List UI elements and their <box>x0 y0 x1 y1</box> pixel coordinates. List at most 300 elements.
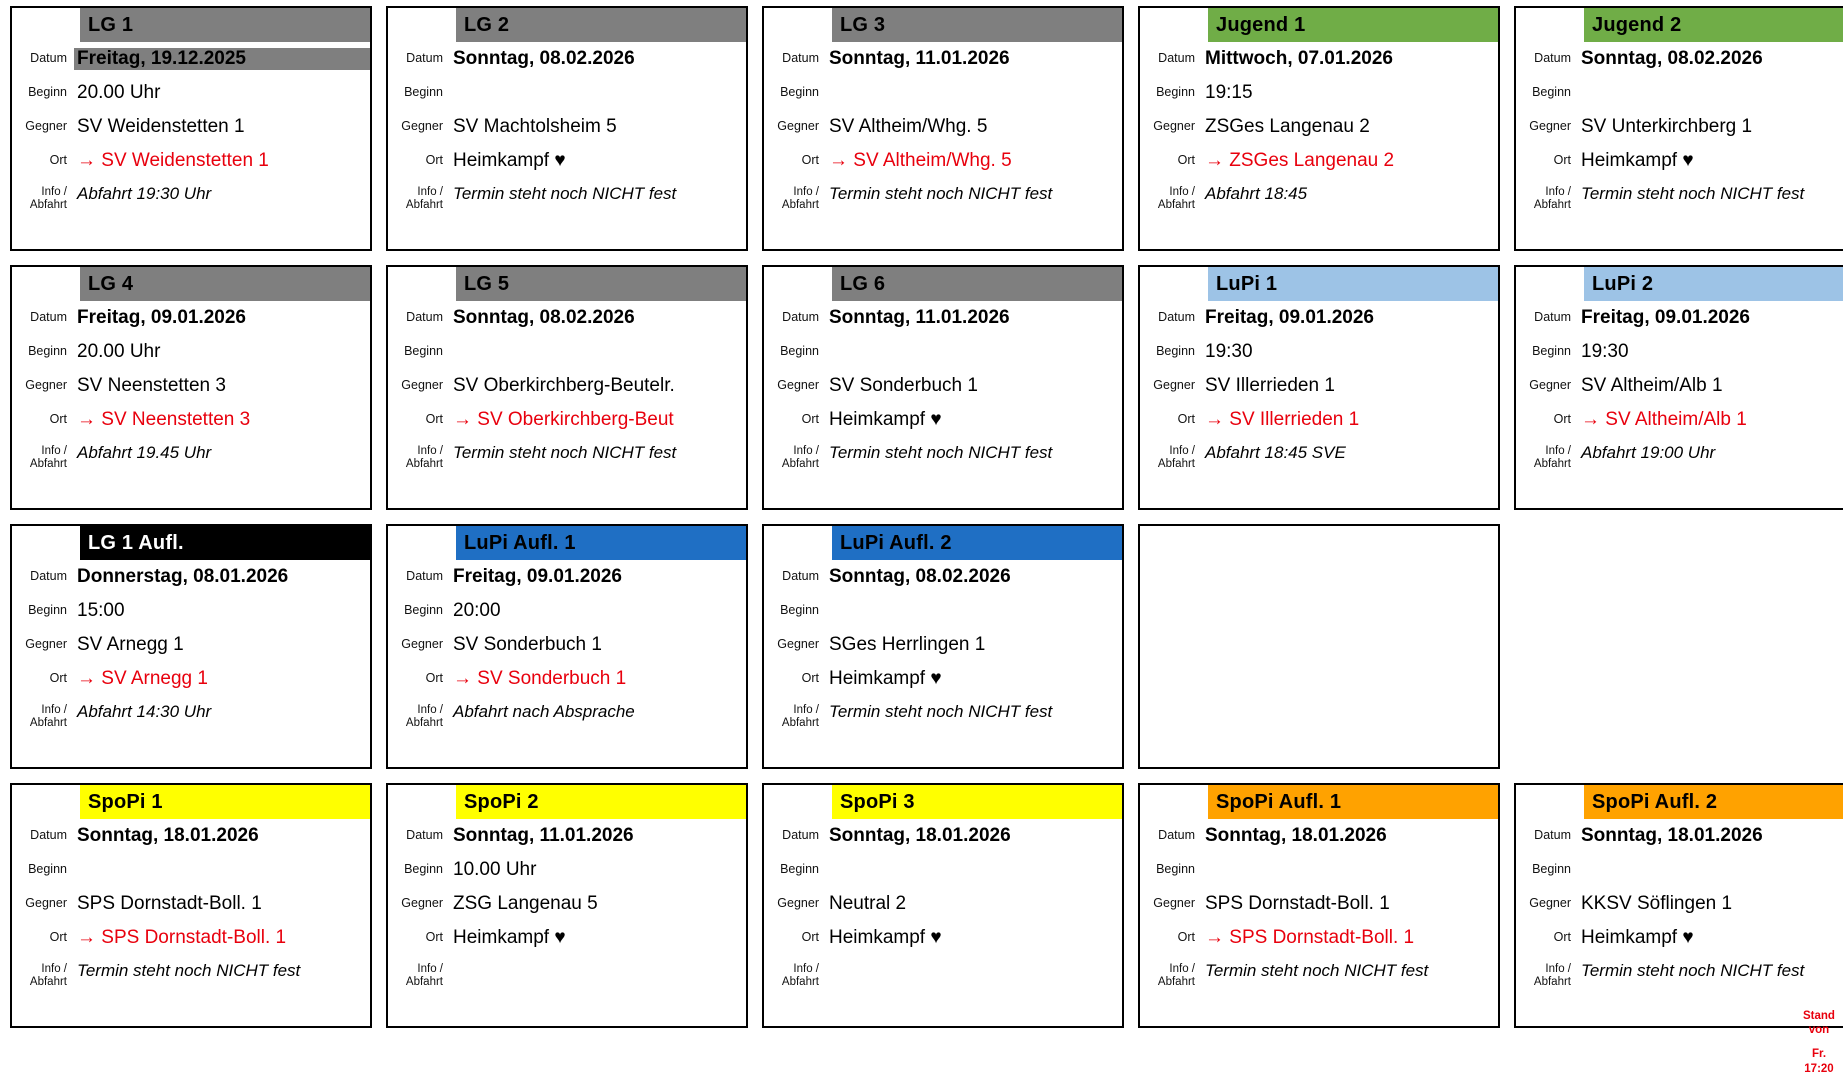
row-ort <box>12 662 370 696</box>
value-beginn: 20:00 <box>453 600 501 621</box>
value-datum: Sonntag, 18.01.2026 <box>77 825 259 846</box>
row-gegner <box>12 887 370 921</box>
label-gegner: Gegner <box>401 378 443 393</box>
label-beginn: Beginn <box>780 603 819 618</box>
card-title: LG 3 <box>832 8 1122 42</box>
match-card <box>10 6 372 251</box>
value-ort: Heimkampf ♥ <box>453 927 566 948</box>
row-gegner <box>12 628 370 662</box>
label-info <box>388 184 450 212</box>
row-datum <box>1516 42 1843 76</box>
label-gegner: Gegner <box>401 637 443 652</box>
label-info-line1: Info / <box>417 963 443 975</box>
label-ort: Ort <box>801 930 819 945</box>
label-info-line1: Info / <box>417 186 443 198</box>
label-datum: Datum <box>782 828 819 843</box>
label-info-line1: Info / <box>793 445 819 457</box>
card-rows <box>1516 42 1843 249</box>
match-card <box>762 265 1124 510</box>
label-datum: Datum <box>1534 828 1571 843</box>
label-ort: Ort <box>1177 412 1195 427</box>
row-info <box>388 437 746 489</box>
row-gegner <box>388 887 746 921</box>
value-info: Termin steht noch NICHT fest <box>1205 961 1429 980</box>
match-card <box>1138 265 1500 510</box>
card-title: SpoPi Aufl. 2 <box>1584 785 1843 819</box>
value-gegner: SV Sonderbuch 1 <box>453 634 602 655</box>
value-datum: Freitag, 09.01.2026 <box>1205 307 1374 328</box>
label-datum: Datum <box>782 310 819 325</box>
label-gegner: Gegner <box>25 119 67 134</box>
row-gegner <box>764 628 1122 662</box>
row-datum <box>388 301 746 335</box>
row-datum <box>1140 301 1498 335</box>
label-info-line2: Abfahrt <box>1533 976 1571 989</box>
row-ort <box>12 921 370 955</box>
row-beginn <box>1516 853 1843 887</box>
label-info-line2: Abfahrt <box>1157 199 1195 212</box>
label-info <box>1140 961 1202 989</box>
label-datum: Datum <box>1534 310 1571 325</box>
value-info: Termin steht noch NICHT fest <box>1581 961 1805 980</box>
row-datum <box>12 42 370 76</box>
label-ort: Ort <box>1553 412 1571 427</box>
value-info: Abfahrt nach Absprache <box>453 702 635 721</box>
row-datum <box>764 819 1122 853</box>
row-info <box>1140 178 1498 230</box>
value-info: Abfahrt 18:45 <box>1205 184 1308 203</box>
row-gegner <box>388 628 746 662</box>
label-info-line2: Abfahrt <box>29 458 67 471</box>
card-title: LuPi Aufl. 1 <box>456 526 746 560</box>
label-info-line1: Info / <box>1545 445 1571 457</box>
value-gegner: SV Altheim/Alb 1 <box>1581 375 1723 396</box>
value-info: Termin steht noch NICHT fest <box>829 702 1053 721</box>
match-card <box>1514 783 1843 1028</box>
card-rows <box>388 819 746 1026</box>
value-datum: Donnerstag, 08.01.2026 <box>77 566 289 587</box>
label-info <box>12 443 74 471</box>
label-gegner: Gegner <box>1153 896 1195 911</box>
label-gegner: Gegner <box>25 637 67 652</box>
value-gegner: SV Weidenstetten 1 <box>77 116 245 137</box>
row-info <box>1516 178 1843 230</box>
row-ort <box>1516 403 1843 437</box>
label-beginn: Beginn <box>28 603 67 618</box>
row-beginn <box>1140 853 1498 887</box>
row-datum <box>1516 301 1843 335</box>
value-info: Abfahrt 14:30 Uhr <box>77 702 212 721</box>
value-info: Termin steht noch NICHT fest <box>829 184 1053 203</box>
label-beginn: Beginn <box>780 85 819 100</box>
label-gegner: Gegner <box>1529 119 1571 134</box>
value-gegner: SV Illerrieden 1 <box>1205 375 1335 396</box>
card-rows <box>1140 42 1498 249</box>
stand-line-3: Fr. <box>1811 1048 1827 1061</box>
label-info <box>12 702 74 730</box>
value-beginn: 15:00 <box>77 600 125 621</box>
label-info-line2: Abfahrt <box>781 976 819 989</box>
value-ort: Heimkampf ♥ <box>829 409 942 430</box>
match-card <box>386 524 748 769</box>
label-info-line1: Info / <box>1169 445 1195 457</box>
row-info <box>1516 437 1843 489</box>
label-info-line1: Info / <box>793 186 819 198</box>
value-beginn: 19:30 <box>1581 341 1629 362</box>
label-info-line2: Abfahrt <box>1533 458 1571 471</box>
label-beginn: Beginn <box>1156 344 1195 359</box>
card-rows <box>388 301 746 508</box>
card-title: SpoPi 2 <box>456 785 746 819</box>
card-rows <box>388 42 746 249</box>
label-datum: Datum <box>30 310 67 325</box>
label-info-line2: Abfahrt <box>405 717 443 730</box>
row-ort <box>1516 144 1843 178</box>
value-info: Abfahrt 19:30 Uhr <box>77 184 212 203</box>
row-ort <box>388 921 746 955</box>
value-datum: Freitag, 09.01.2026 <box>453 566 622 587</box>
row-datum <box>12 819 370 853</box>
label-beginn: Beginn <box>404 862 443 877</box>
label-gegner: Gegner <box>1529 896 1571 911</box>
stand-line-2: von <box>1808 1023 1830 1036</box>
label-datum: Datum <box>782 569 819 584</box>
label-info <box>1516 184 1578 212</box>
label-info-line2: Abfahrt <box>1533 199 1571 212</box>
label-info-line2: Abfahrt <box>405 199 443 212</box>
card-title: SpoPi 1 <box>80 785 370 819</box>
label-info <box>1140 443 1202 471</box>
label-beginn: Beginn <box>1156 862 1195 877</box>
value-beginn: 20.00 Uhr <box>77 341 161 362</box>
row-beginn <box>12 594 370 628</box>
value-datum: Sonntag, 18.01.2026 <box>829 825 1011 846</box>
row-ort <box>1140 921 1498 955</box>
value-datum: Sonntag, 08.02.2026 <box>453 48 635 69</box>
label-beginn: Beginn <box>404 85 443 100</box>
label-info-line1: Info / <box>41 445 67 457</box>
row-datum <box>1516 819 1843 853</box>
value-gegner: KKSV Söflingen 1 <box>1581 893 1733 914</box>
row-ort <box>764 403 1122 437</box>
card-rows <box>764 301 1122 508</box>
label-ort: Ort <box>49 671 67 686</box>
card-title: LuPi 2 <box>1584 267 1843 301</box>
value-gegner: SV Neenstetten 3 <box>77 375 226 396</box>
row-datum <box>12 560 370 594</box>
label-ort: Ort <box>1553 153 1571 168</box>
value-datum: Sonntag, 18.01.2026 <box>1581 825 1763 846</box>
row-ort <box>764 921 1122 955</box>
label-datum: Datum <box>1158 310 1195 325</box>
label-info <box>1516 443 1578 471</box>
row-info <box>12 437 370 489</box>
label-info-line1: Info / <box>1169 963 1195 975</box>
row-info <box>764 178 1122 230</box>
stand-note <box>1797 1009 1841 1077</box>
label-ort: Ort <box>425 930 443 945</box>
value-ort: → ZSGes Langenau 2 <box>1205 150 1395 171</box>
label-info-line1: Info / <box>41 186 67 198</box>
match-card <box>762 6 1124 251</box>
match-card <box>386 265 748 510</box>
value-ort: → SV Oberkirchberg-Beut <box>453 409 674 430</box>
value-info: Termin steht noch NICHT fest <box>453 184 677 203</box>
label-gegner: Gegner <box>777 637 819 652</box>
match-card <box>386 6 748 251</box>
value-gegner: SV Unterkirchberg 1 <box>1581 116 1753 137</box>
label-beginn: Beginn <box>28 344 67 359</box>
card-title: LG 1 Aufl. <box>80 526 370 560</box>
label-datum: Datum <box>782 51 819 66</box>
row-info <box>388 696 746 748</box>
value-datum: Sonntag, 08.02.2026 <box>1581 48 1763 69</box>
value-gegner: SGes Herrlingen 1 <box>829 634 986 655</box>
label-info <box>388 961 450 989</box>
label-gegner: Gegner <box>25 896 67 911</box>
row-beginn <box>12 335 370 369</box>
label-datum: Datum <box>1158 828 1195 843</box>
value-datum: Freitag, 19.12.2025 <box>74 48 370 70</box>
label-ort: Ort <box>425 153 443 168</box>
row-info <box>1140 437 1498 489</box>
row-gegner <box>764 369 1122 403</box>
row-ort <box>388 403 746 437</box>
value-beginn: 10.00 Uhr <box>453 859 537 880</box>
card-title: Jugend 2 <box>1584 8 1843 42</box>
label-info-line1: Info / <box>1545 963 1571 975</box>
row-beginn <box>764 76 1122 110</box>
label-datum: Datum <box>30 569 67 584</box>
label-info-line2: Abfahrt <box>781 717 819 730</box>
row-info <box>388 955 746 1007</box>
match-card <box>10 524 372 769</box>
label-info-line2: Abfahrt <box>1157 976 1195 989</box>
value-ort: → SV Sonderbuch 1 <box>453 668 627 689</box>
row-beginn <box>388 853 746 887</box>
value-beginn: 20.00 Uhr <box>77 82 161 103</box>
row-beginn <box>388 335 746 369</box>
value-datum: Sonntag, 18.01.2026 <box>1205 825 1387 846</box>
row-info <box>1516 955 1843 1007</box>
row-gegner <box>764 110 1122 144</box>
card-title: LG 6 <box>832 267 1122 301</box>
label-gegner: Gegner <box>401 119 443 134</box>
value-gegner: ZSGes Langenau 2 <box>1205 116 1370 137</box>
row-gegner <box>388 110 746 144</box>
value-ort: → SV Illerrieden 1 <box>1205 409 1360 430</box>
row-beginn <box>1140 76 1498 110</box>
value-gegner: SPS Dornstadt-Boll. 1 <box>77 893 262 914</box>
value-gegner: SV Sonderbuch 1 <box>829 375 978 396</box>
label-gegner: Gegner <box>1529 378 1571 393</box>
label-info <box>388 702 450 730</box>
value-datum: Mittwoch, 07.01.2026 <box>1205 48 1393 69</box>
row-beginn <box>388 76 746 110</box>
card-title: LG 2 <box>456 8 746 42</box>
label-info-line2: Abfahrt <box>405 976 443 989</box>
label-beginn: Beginn <box>1156 85 1195 100</box>
value-info: Abfahrt 18:45 SVE <box>1205 443 1346 462</box>
row-beginn <box>12 853 370 887</box>
value-datum: Sonntag, 11.01.2026 <box>453 825 634 846</box>
label-info <box>12 961 74 989</box>
card-title: SpoPi 3 <box>832 785 1122 819</box>
value-ort: Heimkampf ♥ <box>829 668 942 689</box>
row-ort <box>1140 144 1498 178</box>
label-info <box>12 184 74 212</box>
label-datum: Datum <box>1534 51 1571 66</box>
value-datum: Sonntag, 11.01.2026 <box>829 48 1010 69</box>
row-beginn <box>388 594 746 628</box>
card-title: LuPi Aufl. 2 <box>832 526 1122 560</box>
label-info <box>764 702 826 730</box>
value-info: Termin steht noch NICHT fest <box>453 443 677 462</box>
label-ort: Ort <box>801 671 819 686</box>
label-beginn: Beginn <box>404 603 443 618</box>
row-info <box>764 955 1122 1007</box>
row-ort <box>764 144 1122 178</box>
label-beginn: Beginn <box>1532 862 1571 877</box>
label-beginn: Beginn <box>1532 85 1571 100</box>
row-gegner <box>1140 369 1498 403</box>
value-ort: → SPS Dornstadt-Boll. 1 <box>77 927 287 948</box>
value-ort: → SV Altheim/Whg. 5 <box>829 150 1012 171</box>
row-datum <box>1140 42 1498 76</box>
row-beginn <box>1516 76 1843 110</box>
row-datum <box>12 301 370 335</box>
row-gegner <box>388 369 746 403</box>
label-datum: Datum <box>406 51 443 66</box>
value-datum: Sonntag, 08.02.2026 <box>453 307 635 328</box>
row-beginn <box>12 76 370 110</box>
stand-line-1: Stand <box>1803 1009 1835 1022</box>
match-card <box>10 783 372 1028</box>
card-title: SpoPi Aufl. 1 <box>1208 785 1498 819</box>
value-ort: → SV Neenstetten 3 <box>77 409 251 430</box>
label-datum: Datum <box>406 310 443 325</box>
value-gegner: ZSG Langenau 5 <box>453 893 598 914</box>
label-info-line1: Info / <box>1169 186 1195 198</box>
label-datum: Datum <box>1158 51 1195 66</box>
row-datum <box>388 819 746 853</box>
value-gegner: SV Altheim/Whg. 5 <box>829 116 988 137</box>
row-ort <box>1140 403 1498 437</box>
row-datum <box>388 42 746 76</box>
row-datum <box>764 560 1122 594</box>
match-card <box>1138 783 1500 1028</box>
value-ort: Heimkampf ♥ <box>1581 150 1694 171</box>
value-gegner: Neutral 2 <box>829 893 907 914</box>
value-beginn: 19:30 <box>1205 341 1253 362</box>
match-card <box>1514 265 1843 510</box>
row-ort <box>388 662 746 696</box>
row-beginn <box>1516 335 1843 369</box>
label-ort: Ort <box>801 153 819 168</box>
label-info-line2: Abfahrt <box>29 717 67 730</box>
row-info <box>12 178 370 230</box>
label-ort: Ort <box>801 412 819 427</box>
value-datum: Sonntag, 11.01.2026 <box>829 307 1010 328</box>
value-datum: Freitag, 09.01.2026 <box>1581 307 1750 328</box>
row-info <box>388 178 746 230</box>
row-gegner <box>1516 110 1843 144</box>
row-info <box>1140 955 1498 1007</box>
row-beginn <box>764 853 1122 887</box>
label-info <box>764 961 826 989</box>
row-datum <box>1140 819 1498 853</box>
value-gegner: SV Arnegg 1 <box>77 634 184 655</box>
label-ort: Ort <box>49 412 67 427</box>
row-ort <box>1516 921 1843 955</box>
card-rows <box>764 819 1122 1026</box>
row-beginn <box>1140 335 1498 369</box>
label-ort: Ort <box>49 930 67 945</box>
label-info <box>764 184 826 212</box>
empty-card <box>1138 524 1500 769</box>
label-datum: Datum <box>406 569 443 584</box>
grid-placeholder <box>1514 524 1843 769</box>
value-info: Termin steht noch NICHT fest <box>829 443 1053 462</box>
match-card <box>10 265 372 510</box>
card-rows <box>12 42 370 249</box>
label-beginn: Beginn <box>404 344 443 359</box>
value-datum: Freitag, 09.01.2026 <box>77 307 246 328</box>
value-datum: Sonntag, 08.02.2026 <box>829 566 1011 587</box>
label-info <box>1140 184 1202 212</box>
card-title: LG 5 <box>456 267 746 301</box>
label-beginn: Beginn <box>780 862 819 877</box>
label-info <box>388 443 450 471</box>
label-gegner: Gegner <box>777 896 819 911</box>
value-ort: Heimkampf ♥ <box>829 927 942 948</box>
label-info-line2: Abfahrt <box>1157 458 1195 471</box>
card-rows <box>12 560 370 767</box>
value-ort: → SV Altheim/Alb 1 <box>1581 409 1747 430</box>
stand-line-4: 17:20 <box>1804 1062 1834 1075</box>
match-card <box>1138 6 1500 251</box>
label-info <box>764 443 826 471</box>
row-gegner <box>764 887 1122 921</box>
card-title: Jugend 1 <box>1208 8 1498 42</box>
match-card <box>762 524 1124 769</box>
label-ort: Ort <box>1177 930 1195 945</box>
value-ort: Heimkampf ♥ <box>453 150 566 171</box>
card-title: LuPi 1 <box>1208 267 1498 301</box>
row-gegner <box>1140 887 1498 921</box>
value-ort: Heimkampf ♥ <box>1581 927 1694 948</box>
label-beginn: Beginn <box>780 344 819 359</box>
row-ort <box>388 144 746 178</box>
label-info-line1: Info / <box>793 963 819 975</box>
row-ort <box>764 662 1122 696</box>
label-info <box>1516 961 1578 989</box>
label-beginn: Beginn <box>1532 344 1571 359</box>
row-gegner <box>1516 369 1843 403</box>
row-beginn <box>764 594 1122 628</box>
card-rows <box>1516 301 1843 508</box>
card-rows <box>1516 819 1843 1026</box>
row-datum <box>764 42 1122 76</box>
value-gegner: SV Oberkirchberg-Beutelr. <box>453 375 675 396</box>
row-gegner <box>12 369 370 403</box>
row-info <box>764 696 1122 748</box>
card-rows <box>12 819 370 1026</box>
label-ort: Ort <box>425 671 443 686</box>
label-info-line1: Info / <box>417 445 443 457</box>
label-gegner: Gegner <box>777 119 819 134</box>
value-ort: → SPS Dornstadt-Boll. 1 <box>1205 927 1415 948</box>
